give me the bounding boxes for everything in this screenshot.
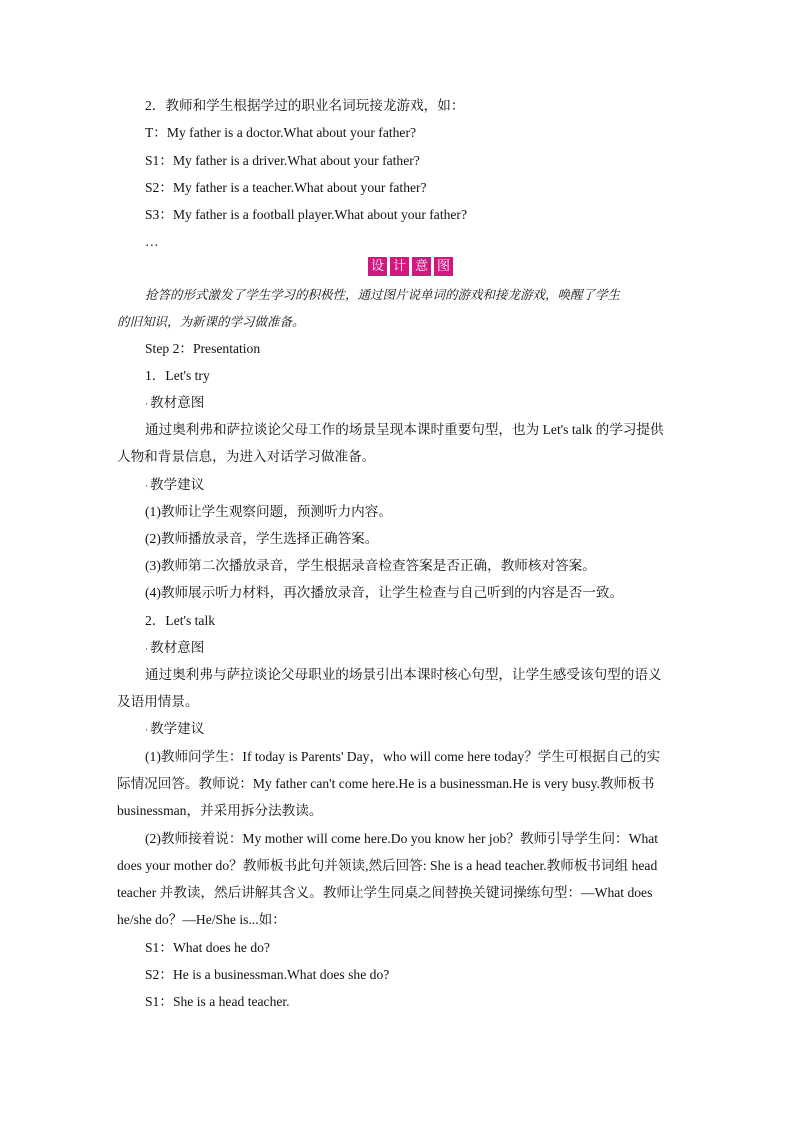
design-intent-text: 的旧知识，为新课的学习做准备。 (117, 314, 305, 329)
dialogue-line: S1：My father is a driver.What about your father? (145, 153, 420, 168)
paragraph-line: (1)教师问学生：If today is Parents' Day，who will come here today？学生可根据自己的实 (145, 749, 661, 764)
banner-char: 图 (434, 257, 453, 276)
step-heading: Step 2：Presentation (145, 341, 261, 356)
paragraph-line: he/she do？—He/She is...如： (117, 912, 286, 927)
list-item: (2)教师播放录音，学生选择正确答案。 (145, 531, 379, 546)
banner-char: 设 (368, 257, 387, 276)
bullet-marker: · (145, 643, 148, 654)
paragraph-line: 际情况回答。教师说：My father can't come here.He is a businessman.He is very busy.教师板书 (117, 776, 655, 791)
paragraph-line: 通过奥利弗和萨拉谈论父母工作的场景呈现本课时重要句型，也为 Let's talk 的学习提供 (145, 422, 664, 437)
dialogue-line: S3：My father is a football player.What about your father? (145, 207, 467, 222)
banner-char: 意 (412, 257, 431, 276)
list-item: (1)教师让学生观察问题，预测听力内容。 (145, 504, 392, 519)
list-item: (4)教师展示听力材料，再次播放录音，让学生检查与自己听到的内容是否一致。 (145, 585, 624, 600)
section-title: 2．Let's talk (145, 613, 216, 628)
list-item: (3)教师第二次播放录音，学生根据录音检查答案是否正确，教师核对答案。 (145, 558, 596, 573)
paragraph-line: businessman，并采用拆分法教读。 (117, 803, 323, 818)
dialogue-line: S2：My father is a teacher.What about your father? (145, 180, 427, 195)
subheading: · 教材意图 (145, 394, 204, 413)
bullet-marker: · (145, 724, 148, 735)
dialogue-line: T：My father is a doctor.What about your father? (145, 125, 417, 140)
paragraph-line: does your mother do？教师板书此句并领读,然后回答: She is a head teacher.教师板书词组 head (117, 858, 658, 873)
paragraph-line: 通过奥利弗与萨拉谈论父母职业的场景引出本课时核心句型，让学生感受该句型的语义 (145, 667, 662, 682)
subheading: · 教学建议 (145, 476, 204, 495)
game-instruction: 2．教师和学生根据学过的职业名词玩接龙游戏，如： (145, 98, 465, 113)
banner-char: 计 (390, 257, 409, 276)
paragraph-line: teacher 并教读，然后讲解其含义。教师让学生同桌之间替换关键词操练句型：—What does (117, 885, 653, 900)
subheading: · 教学建议 (145, 720, 204, 739)
subheading: · 教材意图 (145, 639, 204, 658)
paragraph-line: (2)教师接着说：My mother will come here.Do you know her job？教师引导学生问：What (145, 831, 659, 846)
ellipsis: … (145, 234, 159, 249)
bullet-marker: · (145, 398, 148, 409)
dialogue-line: S1：What does he do? (145, 940, 270, 955)
bullet-marker: · (145, 480, 148, 491)
section-title: 1．Let's try (145, 368, 210, 383)
paragraph-line: 人物和背景信息，为进入对话学习做准备。 (117, 449, 376, 464)
dialogue-line: S1：She is a head teacher. (145, 994, 290, 1009)
design-intent-text: 抢答的形式激发了学生学习的积极性，通过图片说单词的游戏和接龙游戏，唤醒了学生 (145, 287, 621, 302)
paragraph-line: 及语用情景。 (117, 694, 199, 709)
design-intent-banner (368, 257, 453, 276)
dialogue-line: S2：He is a businessman.What does she do? (145, 967, 390, 982)
